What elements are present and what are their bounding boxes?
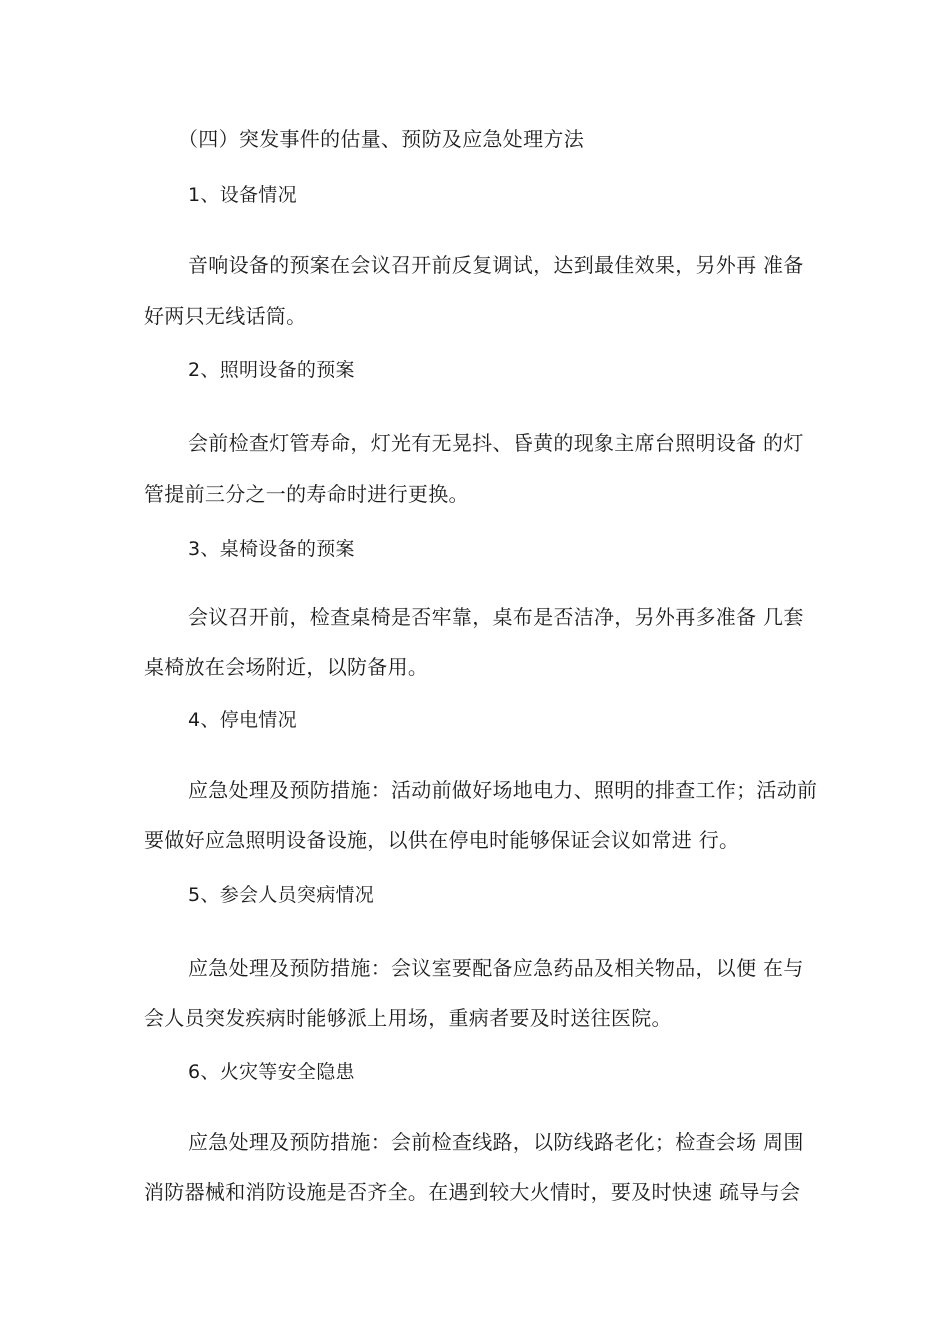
paragraph-6-line-1: 应急处理及预防措施：会前检查线路，以防线路老化；检查会场 周围 (188, 1130, 804, 1154)
heading-1: 1、设备情况 (188, 184, 297, 206)
heading-2: 2、照明设备的预案 (188, 359, 355, 381)
paragraph-5-line-1: 应急处理及预防措施：会议室要配备应急药品及相关物品，以便 在与 (188, 956, 804, 980)
paragraph-1-line-1: 音响设备的预案在会议召开前反复调试，达到最佳效果，另外再 准备 (188, 253, 804, 277)
paragraph-2-line-2: 管提前三分之一的寿命时进行更换。 (144, 482, 469, 506)
heading-6: 6、火灾等安全隐患 (188, 1061, 355, 1083)
heading-4: 4、停电情况 (188, 709, 297, 731)
paragraph-4-line-2: 要做好应急照明设备设施，以供在停电时能够保证会议如常进 行。 (144, 828, 740, 852)
paragraph-2-line-1: 会前检查灯管寿命，灯光有无晃抖、昏黄的现象主席台照明设备 的灯 (188, 431, 804, 455)
heading-3: 3、桌椅设备的预案 (188, 538, 355, 560)
section-title: （四）突发事件的估量、预防及应急处理方法 (178, 127, 584, 151)
paragraph-3-line-2: 桌椅放在会场附近，以防备用。 (144, 655, 429, 679)
paragraph-1-line-2: 好两只无线话筒。 (144, 304, 307, 328)
paragraph-3-line-1: 会议召开前，检查桌椅是否牢靠，桌布是否洁净，另外再多准备 几套 (188, 605, 804, 629)
paragraph-6-line-2: 消防器械和消防设施是否齐全。在遇到较大火情时，要及时快速 疏导与会 (144, 1180, 801, 1204)
paragraph-5-line-2: 会人员突发疾病时能够派上用场，重病者要及时送往医院。 (144, 1006, 672, 1030)
paragraph-4-line-1: 应急处理及预防措施：活动前做好场地电力、照明的排查工作；活动前 (188, 778, 818, 802)
heading-5: 5、参会人员突病情况 (188, 884, 375, 906)
